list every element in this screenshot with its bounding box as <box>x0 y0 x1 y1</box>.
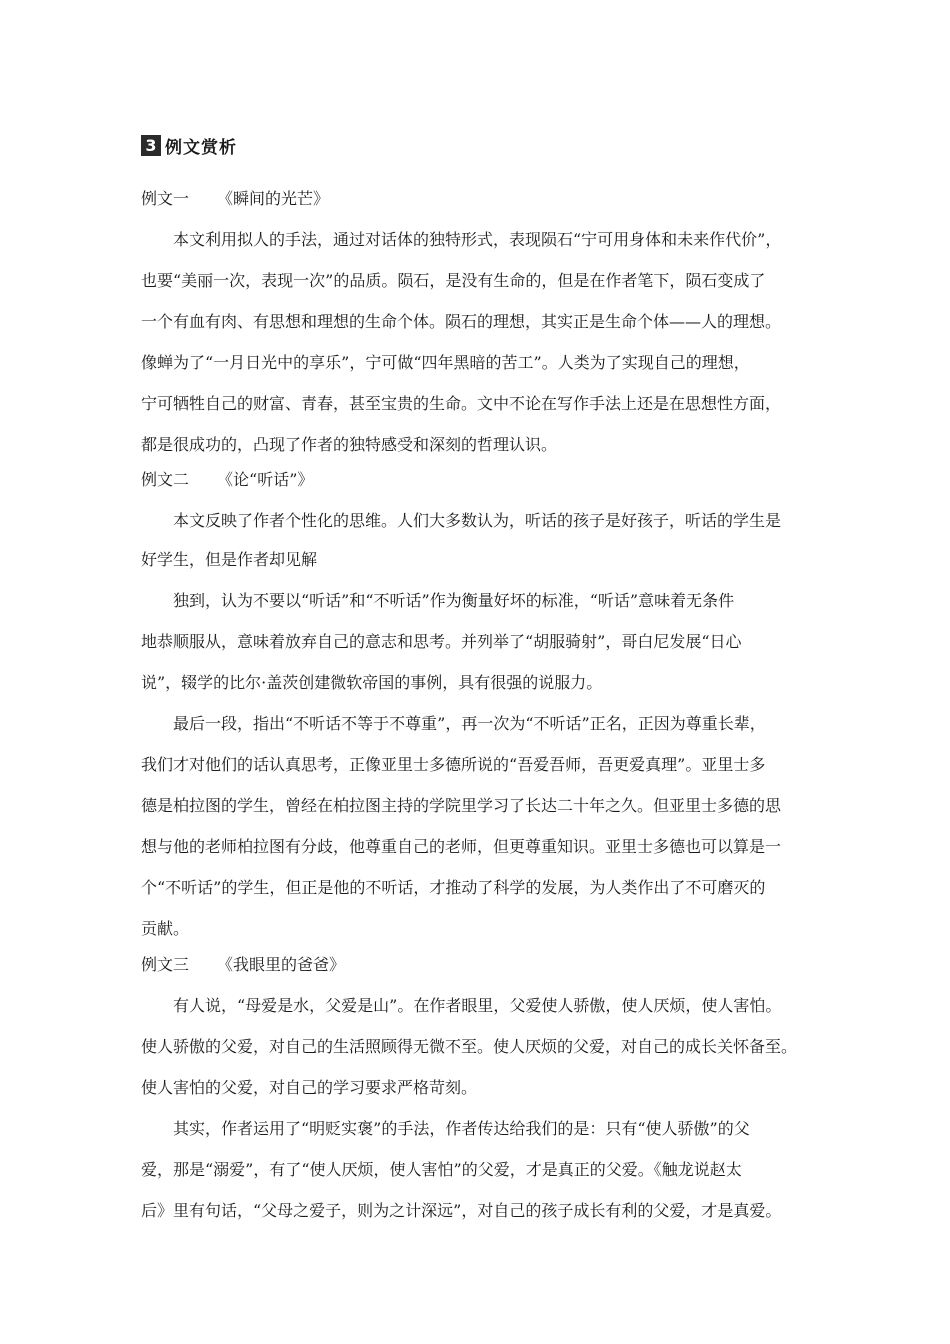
example-label: 例文一 <box>141 189 190 208</box>
paragraph-line: 像蝉为了“一月日光中的享乐”，宁可做“四年黑暗的苦工”。人类为了实现自己的理想， <box>141 353 750 372</box>
example-heading-2 <box>141 469 313 491</box>
paragraph-line: 其实，作者运用了“明贬实褒”的手法，作者传达给我们的是：只有“使人骄傲”的父 <box>173 1119 750 1138</box>
section-heading <box>141 133 237 157</box>
paragraph-line: 使人骄傲的父爱，对自己的生活照顾得无微不至。使人厌烦的父爱，对自己的成长关怀备至。 <box>141 1037 798 1056</box>
paragraph-line: 有人说，“母爱是水，父爱是山”。在作者眼里，父爱使人骄傲，使人厌烦，使人害怕。 <box>173 996 782 1015</box>
paragraph-line: 都是很成功的，凸现了作者的独特感受和深刻的哲理认识。 <box>141 435 558 454</box>
paragraph-line: 最后一段，指出“不听话不等于不尊重”，再一次为“不听话”正名，正因为尊重长辈， <box>173 714 766 733</box>
paragraph-line: 我们才对他们的话认真思考，正像亚里士多德所说的“吾爱吾师，吾更爱真理”。亚里士多 <box>141 755 766 774</box>
paragraph-line: 宁可牺牲自己的财富、青春，甚至宝贵的生命。文中不论在写作手法上还是在思想性方面， <box>141 394 782 413</box>
example-heading-3 <box>141 954 345 976</box>
example-heading-1 <box>141 188 329 210</box>
paragraph-line: 也要“美丽一次，表现一次”的品质。陨石，是没有生命的，但是在作者笔下，陨石变成了 <box>141 271 766 290</box>
paragraph-line: 一个有血有肉、有思想和理想的生命个体。陨石的理想，其实正是生命个体——人的理想。 <box>141 312 782 331</box>
paragraph-line: 贡献。 <box>141 919 190 938</box>
paragraph-line: 本文利用拟人的手法，通过对话体的独特形式，表现陨石“宁可用身体和未来作代价”， <box>173 230 782 249</box>
section-number-badge: 3 <box>141 135 161 156</box>
example-title: 《论“听话”》 <box>217 470 314 489</box>
example-title: 《瞬间的光芒》 <box>217 189 330 208</box>
paragraph-line: 后》里有句话，“父母之爱子，则为之计深远”，对自己的孩子成长有利的父爱，才是真爱。 <box>141 1201 782 1220</box>
paragraph-line: 好学生，但是作者却见解 <box>141 550 318 569</box>
paragraph-line: 本文反映了作者个性化的思维。人们大多数认为，听话的孩子是好孩子，听话的学生是 <box>173 511 782 530</box>
paragraph-line: 德是柏拉图的学生，曾经在柏拉图主持的学院里学习了长达二十年之久。但亚里士多德的思 <box>141 796 782 815</box>
example-label: 例文二 <box>141 470 190 489</box>
section-title: 例文赏析 <box>165 137 237 158</box>
paragraph-line: 使人害怕的父爱，对自己的学习要求严格苛刻。 <box>141 1078 478 1097</box>
paragraph-line: 独到，认为不要以“听话”和“不听话”作为衡量好坏的标准，“听话”意味着无条件 <box>173 591 735 610</box>
paragraph-line: 爱，那是“溺爱”，有了“使人厌烦，使人害怕”的父爱，才是真正的父爱。《触龙说赵太 <box>141 1160 742 1179</box>
paragraph-line: 想与他的老师柏拉图有分歧，他尊重自己的老师，但更尊重知识。亚里士多德也可以算是一 <box>141 837 782 856</box>
example-label: 例文三 <box>141 955 190 974</box>
paragraph-line: 地恭顺服从，意味着放弃自己的意志和思考。并列举了“胡服骑射”，哥白尼发展“日心 <box>141 632 742 651</box>
example-title: 《我眼里的爸爸》 <box>217 955 346 974</box>
paragraph-line: 个“不听话”的学生，但正是他的不听话，才推动了科学的发展，为人类作出了不可磨灭的 <box>141 878 766 897</box>
paragraph-line: 说”，辍学的比尔·盖茨创建微软帝国的事例，具有很强的说服力。 <box>141 673 603 692</box>
